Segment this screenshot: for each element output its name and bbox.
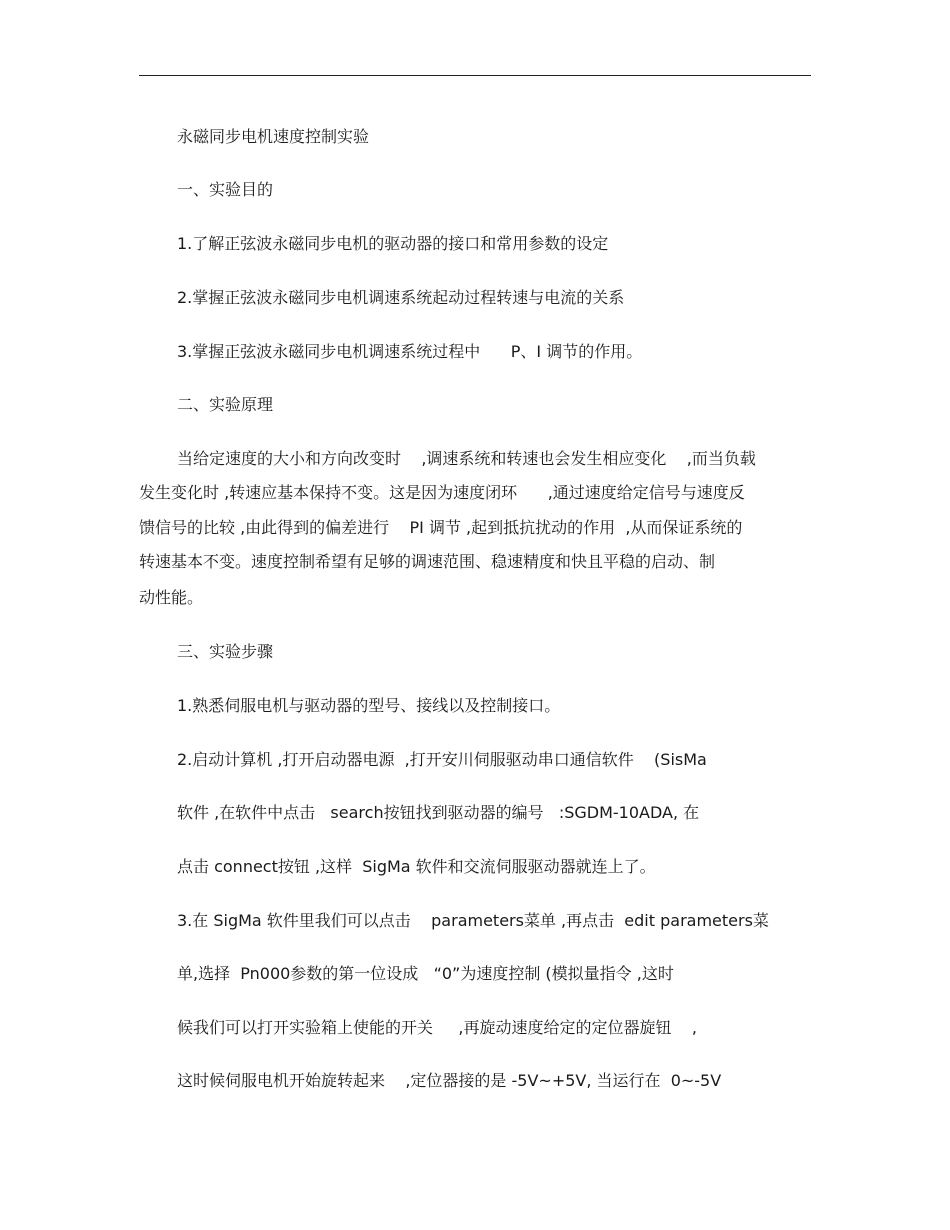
steps-line: 这时候伺服电机开始旋转起来 ,定位器接的是 -5V~+5V, 当运行在 0~-5V: [177, 1071, 722, 1090]
document-title: 永磁同步电机速度控制实验: [177, 127, 370, 146]
principle-paragraph-line: 动性能。: [139, 588, 204, 607]
principle-paragraph-line: 转速基本不变。速度控制希望有足够的调速范围、稳速精度和快且平稳的启动、制: [139, 552, 716, 571]
principle-paragraph-line: 发生变化时 ,转速应基本保持不变。这是因为速度闭环 ,通过速度给定信号与速度反: [139, 483, 745, 502]
steps-line: 候我们可以打开实验箱上使能的开关 ,再旋动速度给定的定位器旋钮 ,: [177, 1018, 697, 1037]
purpose-item: 3.掌握正弦波永磁同步电机调速系统过程中 P、I 调节的作用。: [177, 342, 643, 361]
purpose-item: 1.了解正弦波永磁同步电机的驱动器的接口和常用参数的设定: [177, 234, 609, 253]
steps-line: 软件 ,在软件中点击 search按钮找到驱动器的编号 :SGDM-10ADA, 在: [177, 803, 700, 822]
steps-line: 2.启动计算机 ,打开启动器电源 ,打开安川伺服驱动串口通信软件 (SisMa: [177, 750, 707, 769]
steps-line: 单,选择 Pn000参数的第一位设成 “0”为速度控制 (模拟量指令 ,这时: [177, 964, 674, 983]
purpose-item: 2.掌握正弦波永磁同步电机调速系统起动过程转速与电流的关系: [177, 288, 625, 307]
header-rule: [139, 75, 811, 76]
principle-paragraph-line: 当给定速度的大小和方向改变时 ,调速系统和转速也会发生相应变化 ,而当负载: [177, 449, 756, 468]
steps-line: 1.熟悉伺服电机与驱动器的型号、接线以及控制接口。: [177, 696, 561, 715]
principle-paragraph-line: 馈信号的比较 ,由此得到的偏差进行 PI 调节 ,起到抵抗扰动的作用 ,从而保证系统的: [139, 518, 743, 537]
steps-line: 点击 connect按钮 ,这样 SigMa 软件和交流伺服驱动器就连上了。: [177, 857, 656, 876]
steps-line: 3.在 SigMa 软件里我们可以点击 parameters菜单 ,再点击 edit parameters菜: [177, 911, 769, 930]
section-heading-steps: 三、实验步骤: [177, 642, 274, 661]
section-heading-purpose: 一、实验目的: [177, 180, 274, 199]
section-heading-principle: 二、实验原理: [177, 395, 274, 414]
